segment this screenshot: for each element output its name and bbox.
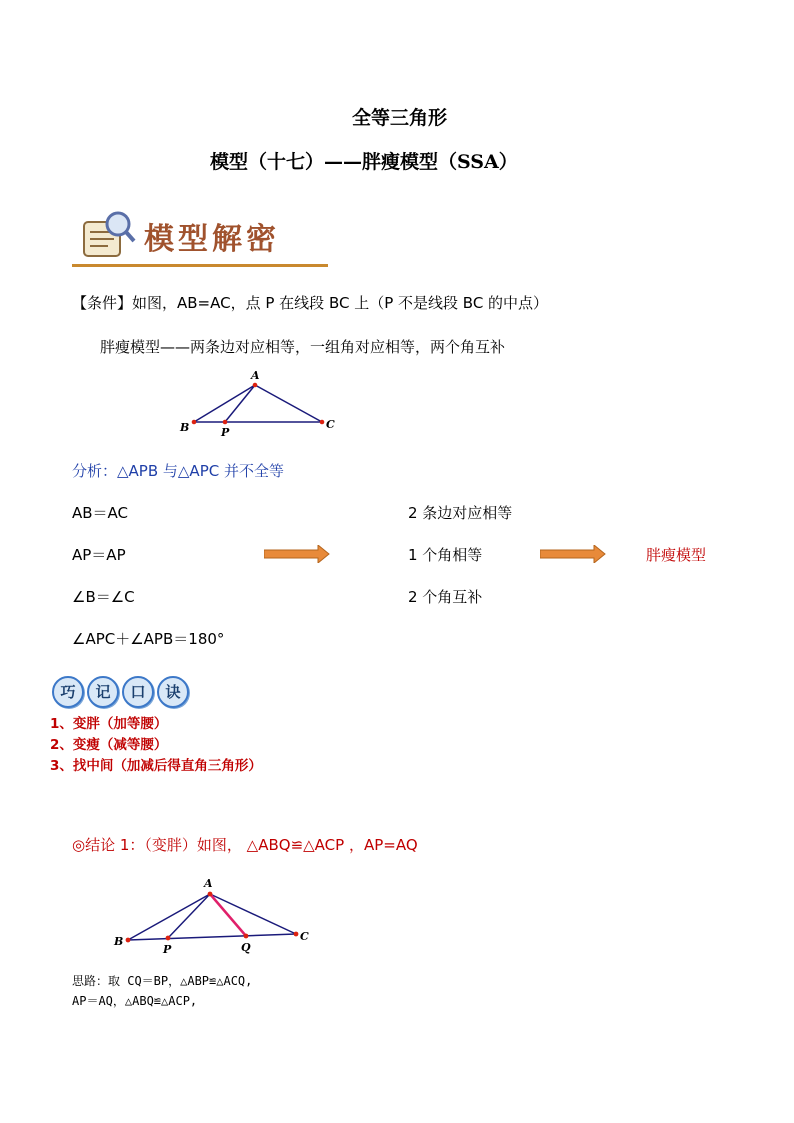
analysis-title: 分析：△APB 与△APC 并不全等 [72, 462, 284, 480]
analysis-left-3: ∠B＝∠C [72, 588, 135, 606]
analysis-right-1: 2 条边对应相等 [408, 504, 513, 522]
mnemonic-item-3: 3、找中间（加减后得直角三角形） [50, 758, 262, 774]
mnemonic-char-1: 巧 [52, 676, 84, 708]
section-header [72, 204, 328, 270]
analysis-left-4: ∠APC＋∠APB＝180° [72, 630, 225, 648]
label-c: C [326, 418, 335, 431]
section-title: 模型解密 [144, 222, 280, 257]
point-c [320, 420, 325, 425]
segment-ac [255, 385, 322, 422]
analysis-right-3: 2 个角互补 [408, 588, 483, 606]
arrow-right-icon [264, 545, 330, 563]
segment-ap [225, 385, 255, 422]
label-p: P [163, 943, 172, 956]
segment-ap [168, 894, 210, 938]
analysis-right-2: 1 个角相等 [408, 546, 483, 564]
point-p [223, 420, 228, 425]
label-q: Q [241, 941, 251, 954]
label-b: B [114, 935, 124, 948]
point-b [192, 420, 197, 425]
analysis-left-2: AP＝AP [72, 546, 126, 564]
analysis-result: 胖瘦模型 [646, 546, 707, 564]
point-a [208, 892, 213, 897]
hint-line-2: AP＝AQ，△ABQ≌△ACP, [72, 994, 198, 1008]
segment-bc [128, 934, 296, 940]
mnemonic-badge [52, 676, 192, 708]
mnemonic-char-3: 口 [122, 676, 154, 708]
segment-ab [128, 894, 210, 940]
mnemonic-char-2: 记 [87, 676, 119, 708]
label-a: A [204, 877, 213, 890]
point-q [244, 934, 249, 939]
conclusion-1-text: ◎结论 1：（变胖）如图， △ABQ≌△ACP ，AP=AQ [72, 836, 418, 854]
label-a: A [251, 369, 260, 382]
arrow-right-icon [540, 545, 606, 563]
label-p: P [221, 426, 230, 439]
segment-aq [210, 894, 246, 936]
analysis-left-1: AB＝AC [72, 504, 129, 522]
page-title: 全等三角形 [352, 107, 448, 129]
point-b [126, 938, 131, 943]
point-a [253, 383, 258, 388]
section-divider [72, 264, 328, 267]
mnemonic-item-2: 2、变瘦（减等腰） [50, 737, 168, 753]
point-c [294, 932, 299, 937]
definition-text: 胖瘦模型——两条边对应相等，一组角对应相等，两个角互补 [100, 338, 506, 356]
label-b: B [180, 421, 190, 434]
notepad-magnifier-icon [78, 208, 138, 266]
label-c: C [300, 930, 309, 943]
condition-text: 【条件】如图，AB=AC，点 P 在线段 BC 上（P 不是线段 BC 的中点） [72, 294, 549, 312]
triangle-figure-1 [172, 366, 352, 446]
point-p [166, 936, 171, 941]
segment-ab [194, 385, 255, 422]
triangle-figure-2 [106, 872, 316, 960]
mnemonic-item-1: 1、变胖（加等腰） [50, 716, 168, 732]
segment-ac [210, 894, 296, 934]
page-subtitle: 模型（十七）——胖瘦模型（SSA） [210, 151, 518, 173]
mnemonic-char-4: 诀 [157, 676, 189, 708]
hint-line-1: 思路：取 CQ＝BP，△ABP≌△ACQ, [72, 974, 253, 988]
